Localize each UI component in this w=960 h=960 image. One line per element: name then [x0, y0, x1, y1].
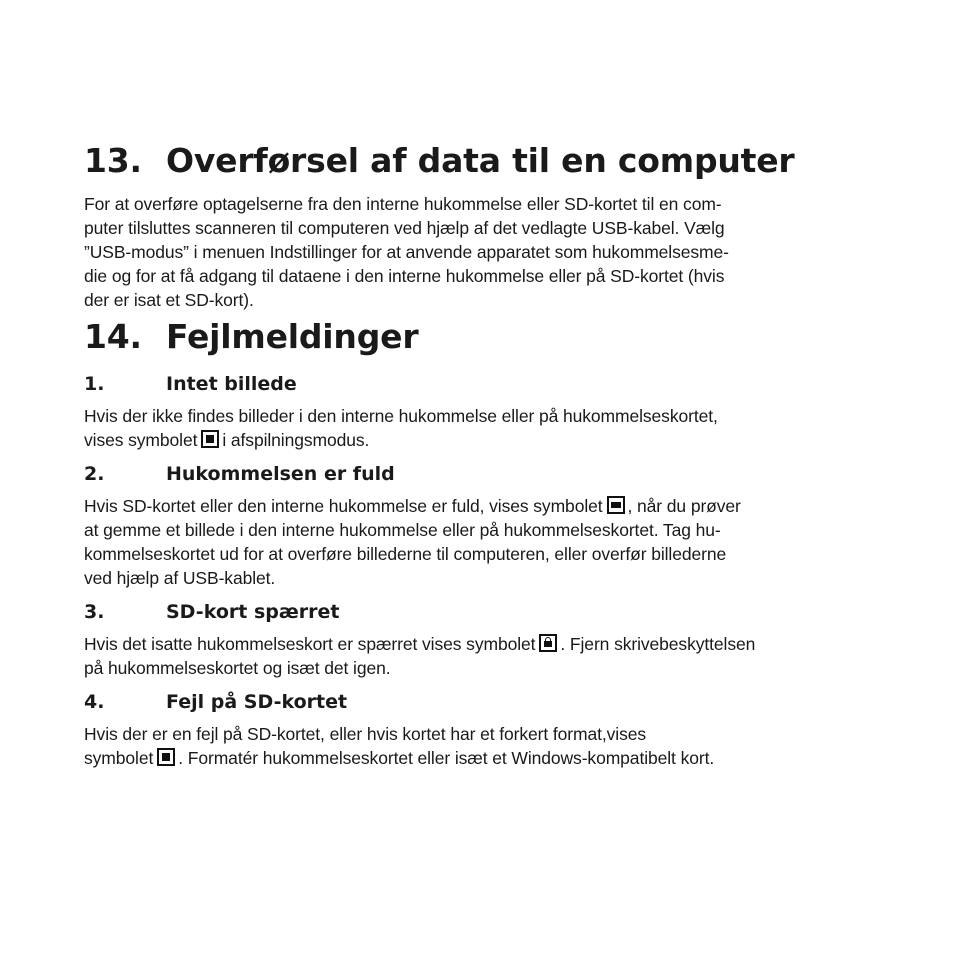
text-fragment: Hvis SD-kortet eller den interne hukommelse er fuld, vises symbolet	[84, 496, 603, 516]
body-line: ”USB-modus” i menuen Indstillinger for at anvende apparatet som hukommelsesme-	[84, 242, 729, 262]
error-item-heading	[84, 598, 884, 626]
error-item-heading	[84, 688, 884, 716]
item-number: 1.	[84, 373, 105, 395]
section-14-heading	[84, 316, 884, 358]
body-line: Hvis der er en fejl på SD-kortet, eller hvis kortet har et forkert format,vises	[84, 724, 647, 744]
section-title: Fejlmeldinger	[166, 317, 419, 356]
body-line: kommelseskortet ud for at overføre billederne til computeren, eller overfør billederne	[84, 544, 727, 564]
body-line	[84, 746, 884, 770]
error-item-no-image	[84, 370, 884, 452]
text-fragment: symbolet	[84, 748, 154, 768]
error-item-text	[84, 632, 884, 680]
text-fragment: i afspilningsmodus.	[222, 430, 370, 450]
card-error-icon	[157, 748, 175, 766]
section-13-body	[84, 192, 884, 312]
error-item-text	[84, 722, 884, 770]
section-title: Overførsel af data til en computer	[166, 141, 795, 180]
body-line	[84, 632, 884, 656]
error-item-text	[84, 494, 884, 590]
body-line: puter tilsluttes scanneren til computeren ved hjælp af det vedlagte USB-kabel. Vælg	[84, 218, 725, 238]
body-line: Hvis der ikke findes billeder i den interne hukommelse eller på hukommelseskortet,	[84, 406, 718, 426]
text-fragment: Hvis det isatte hukommelseskort er spærret vises symbolet	[84, 634, 536, 654]
text-fragment: vises symbolet	[84, 430, 198, 450]
body-line: der er isat et SD-kort).	[84, 290, 254, 310]
item-number: 3.	[84, 601, 105, 623]
item-title: Hukommelsen er fuld	[166, 463, 395, 485]
body-line	[84, 428, 884, 452]
item-number: 2.	[84, 463, 105, 485]
card-locked-icon	[539, 634, 557, 652]
memory-full-icon	[607, 496, 625, 514]
error-item-text	[84, 404, 884, 452]
item-title: SD-kort spærret	[166, 601, 340, 623]
item-number: 4.	[84, 691, 105, 713]
section-number: 14.	[84, 317, 142, 356]
text-fragment: . Fjern skrivebeskyttelsen	[560, 634, 756, 654]
text-fragment: , når du prøver	[627, 496, 741, 516]
body-line: at gemme et billede i den interne hukommelse eller på hukommelseskortet. Tag hu-	[84, 520, 721, 540]
error-item-heading	[84, 370, 884, 398]
error-item-heading	[84, 460, 884, 488]
body-line: die og for at få adgang til dataene i den interne hukommelse eller på SD-kortet (hvis	[84, 266, 725, 286]
body-line: ved hjælp af USB-kablet.	[84, 568, 276, 588]
error-item-memory-full	[84, 460, 884, 590]
error-item-card-locked	[84, 598, 884, 680]
text-fragment: . Formatér hukommelseskortet eller isæt et Windows-kompatibelt kort.	[178, 748, 715, 768]
section-13-heading	[84, 140, 884, 182]
body-line: på hukommelseskortet og isæt det igen.	[84, 658, 391, 678]
body-line	[84, 494, 884, 518]
item-title: Intet billede	[166, 373, 297, 395]
no-image-icon	[201, 430, 219, 448]
body-line: For at overføre optagelserne fra den interne hukommelse eller SD-kortet til en com-	[84, 194, 722, 214]
item-title: Fejl på SD-kortet	[166, 691, 348, 713]
error-item-card-error	[84, 688, 884, 770]
section-number: 13.	[84, 141, 142, 180]
manual-page	[84, 140, 884, 778]
